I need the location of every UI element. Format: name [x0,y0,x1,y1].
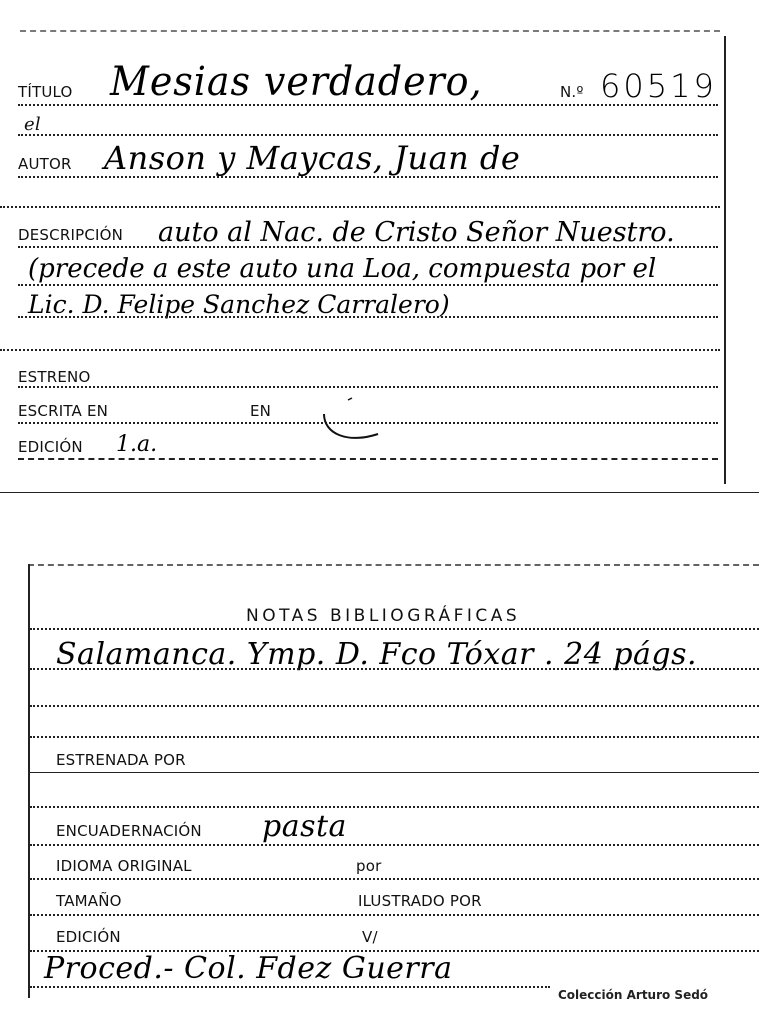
numero-label: N.º [560,83,584,101]
encuadernacion-label: ENCUADERNACIÓN [56,822,202,840]
tamano-label: TAMAÑO [56,892,122,910]
procedencia-value: Proced.- Col. Fdez Guerra [44,951,453,986]
top-edge-line [20,30,720,32]
titulo-line [18,104,718,106]
descripcion-line-3: Lic. D. Felipe Sanchez Carralero) [28,290,450,319]
top-card-bottom-edge [0,492,759,493]
idioma-line [30,878,759,880]
estrenada-por-label: ESTRENADA POR [56,751,186,769]
blank-line-3 [30,806,759,808]
escrita-en-label: ESCRITA EN [18,402,109,420]
numero-value: 60519 [600,67,717,105]
autor-value: Anson y Maycas, Juan de [104,139,521,177]
bottom-card-top-edge [28,564,759,566]
descripcion-line-1: auto al Nac. de Cristo Señor Nuestro. [158,217,675,248]
blank-line-2 [0,349,720,351]
edicion-line [18,458,718,460]
descripcion-line-rule-1 [18,246,718,248]
descripcion-label: DESCRIPCIÓN [18,226,124,244]
autor-label: AUTOR [18,155,72,173]
v-label: V/ [362,928,378,946]
notas-line-2 [30,668,759,670]
edicion-value: 1.a. [116,432,158,457]
titulo-value: Mesias verdadero, [110,59,483,105]
descripcion-line-2: (precede a este auto una Loa, compuesta por el [28,254,657,284]
autor-line [18,176,718,178]
edicion-label: EDICIÓN [18,438,83,456]
ilustrado-por-label: ILUSTRADO POR [358,892,482,910]
estreno-label: ESTRENO [18,368,91,386]
encuadernacion-line [30,844,759,846]
descripcion-line-rule-3 [18,316,718,318]
top-card-right-border [724,36,726,484]
notas-line-1 [30,628,759,630]
notas-value: Salamanca. Ymp. D. Fco Tóxar . 24 págs. [56,637,698,672]
estreno-line [18,386,718,388]
titulo-label: TÍTULO [18,83,73,101]
por-label: por [356,857,382,875]
titulo-line-2 [18,134,718,136]
estrenada-por-line [30,772,759,773]
tamano-line [30,914,759,916]
procedencia-line [30,986,550,988]
descripcion-line-rule-2 [18,284,718,286]
notas-line-3 [30,705,759,707]
idioma-original-label: IDIOMA ORIGINAL [56,857,192,875]
pen-stroke-mark [318,396,388,446]
edicion-bottom-label: EDICIÓN [56,928,121,946]
blank-line-1 [0,206,720,208]
titulo-article: el [24,114,41,135]
coleccion-footer: Colección Arturo Sedó [558,988,709,1002]
en-label: EN [250,402,272,420]
encuadernacion-value: pasta [262,809,347,844]
notas-heading: NOTAS BIBLIOGRÁFICAS [246,606,521,626]
notas-line-4 [30,736,759,738]
